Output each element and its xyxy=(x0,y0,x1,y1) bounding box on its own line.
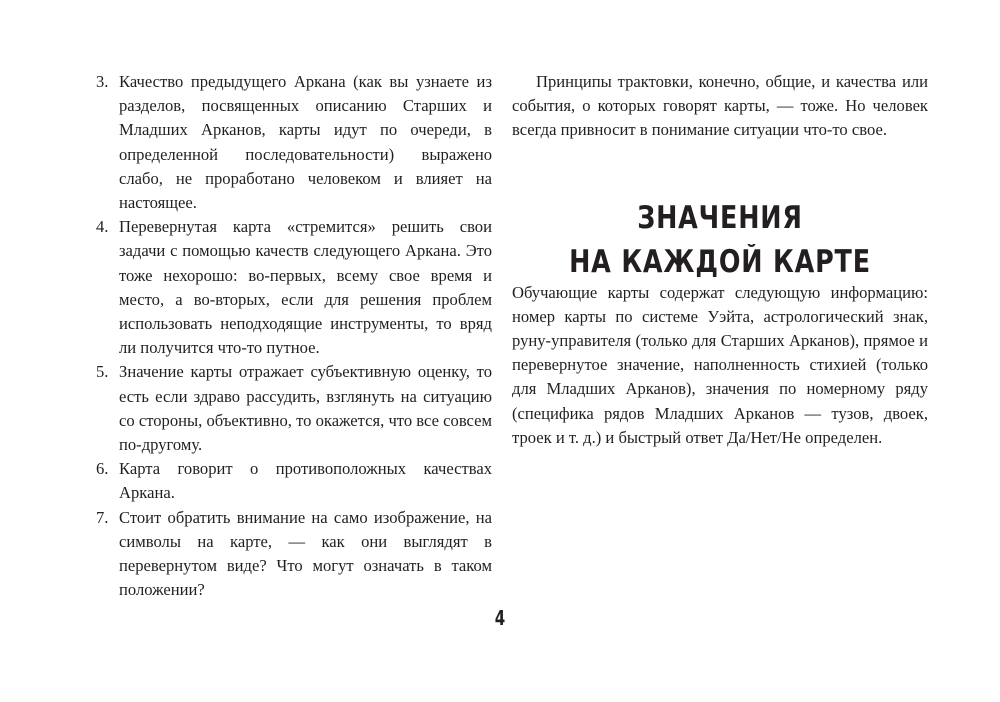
list-item xyxy=(96,457,492,505)
list-item xyxy=(96,360,492,457)
numbered-list xyxy=(96,70,492,602)
list-item-number: 5. xyxy=(96,362,109,382)
list-item xyxy=(96,215,492,360)
list-item xyxy=(96,70,492,215)
section-heading-line-2: НА КАЖДОЙ КАРТЕ xyxy=(569,244,871,280)
list-item-number: 7. xyxy=(96,507,109,527)
list-item-number: 4. xyxy=(96,217,109,237)
list-item-text: Качество предыдущего Аркана (как вы узнаете из разделов, посвященных описанию Старших и Младших Арканов, карты идут по очереди, в определенной последовательности) выражено слабо, не проработано человеком и влияет на настоящее. xyxy=(119,72,492,213)
left-column xyxy=(96,70,492,602)
list-item-text: Стоит обратить внимание на само изображение, на символы на карте, — как они выглядят в перевернутом виде? Что могут означать в таком положении? xyxy=(119,507,492,600)
list-item-number: 6. xyxy=(96,459,109,479)
body-paragraph: Обучающие карты содержат следующую информацию: номер карты по системе Уэйта, астрологический знак, руну-управителя (только для Старших Арканов), прямое и перевернутое значение, наполненность стихией (только для Младших Арканов), значения по номерному ряду (специфика рядов Младших Арканов — тузов, двоек, троек и т. д.) и быстрый ответ Да/Нет/Не определен. xyxy=(512,282,928,447)
list-item-number: 3. xyxy=(96,72,109,91)
intro-paragraph: Принципы трактовки, конечно, общие, и качества или события, о которых говорят карты, — тоже. Но человек всегда привносит в понимание ситуации что-то свое. xyxy=(512,72,928,140)
list-item-text: Карта говорит о противоположных качествах Аркана. xyxy=(119,459,492,503)
list-item-text: Перевернутая карта «стремится» решить свои задачи с помощью качеств следующего Аркана. Это тоже нехорошо: во-первых, всему свое время и место, а во-вторых, если для решения проблем использовать неподходящие инструменты, то вряд ли получится что-то путное. xyxy=(119,217,492,358)
page-number: 4 xyxy=(494,606,506,630)
section-heading-line-1: ЗНАЧЕНИЯ xyxy=(637,200,803,236)
list-item-text: Значение карты отражает субъективную оценку, то есть если здраво рассудить, взглянуть на ситуацию со стороны, объективно, то окажется, что все совсем по-другому. xyxy=(119,362,492,455)
list-item xyxy=(96,506,492,603)
